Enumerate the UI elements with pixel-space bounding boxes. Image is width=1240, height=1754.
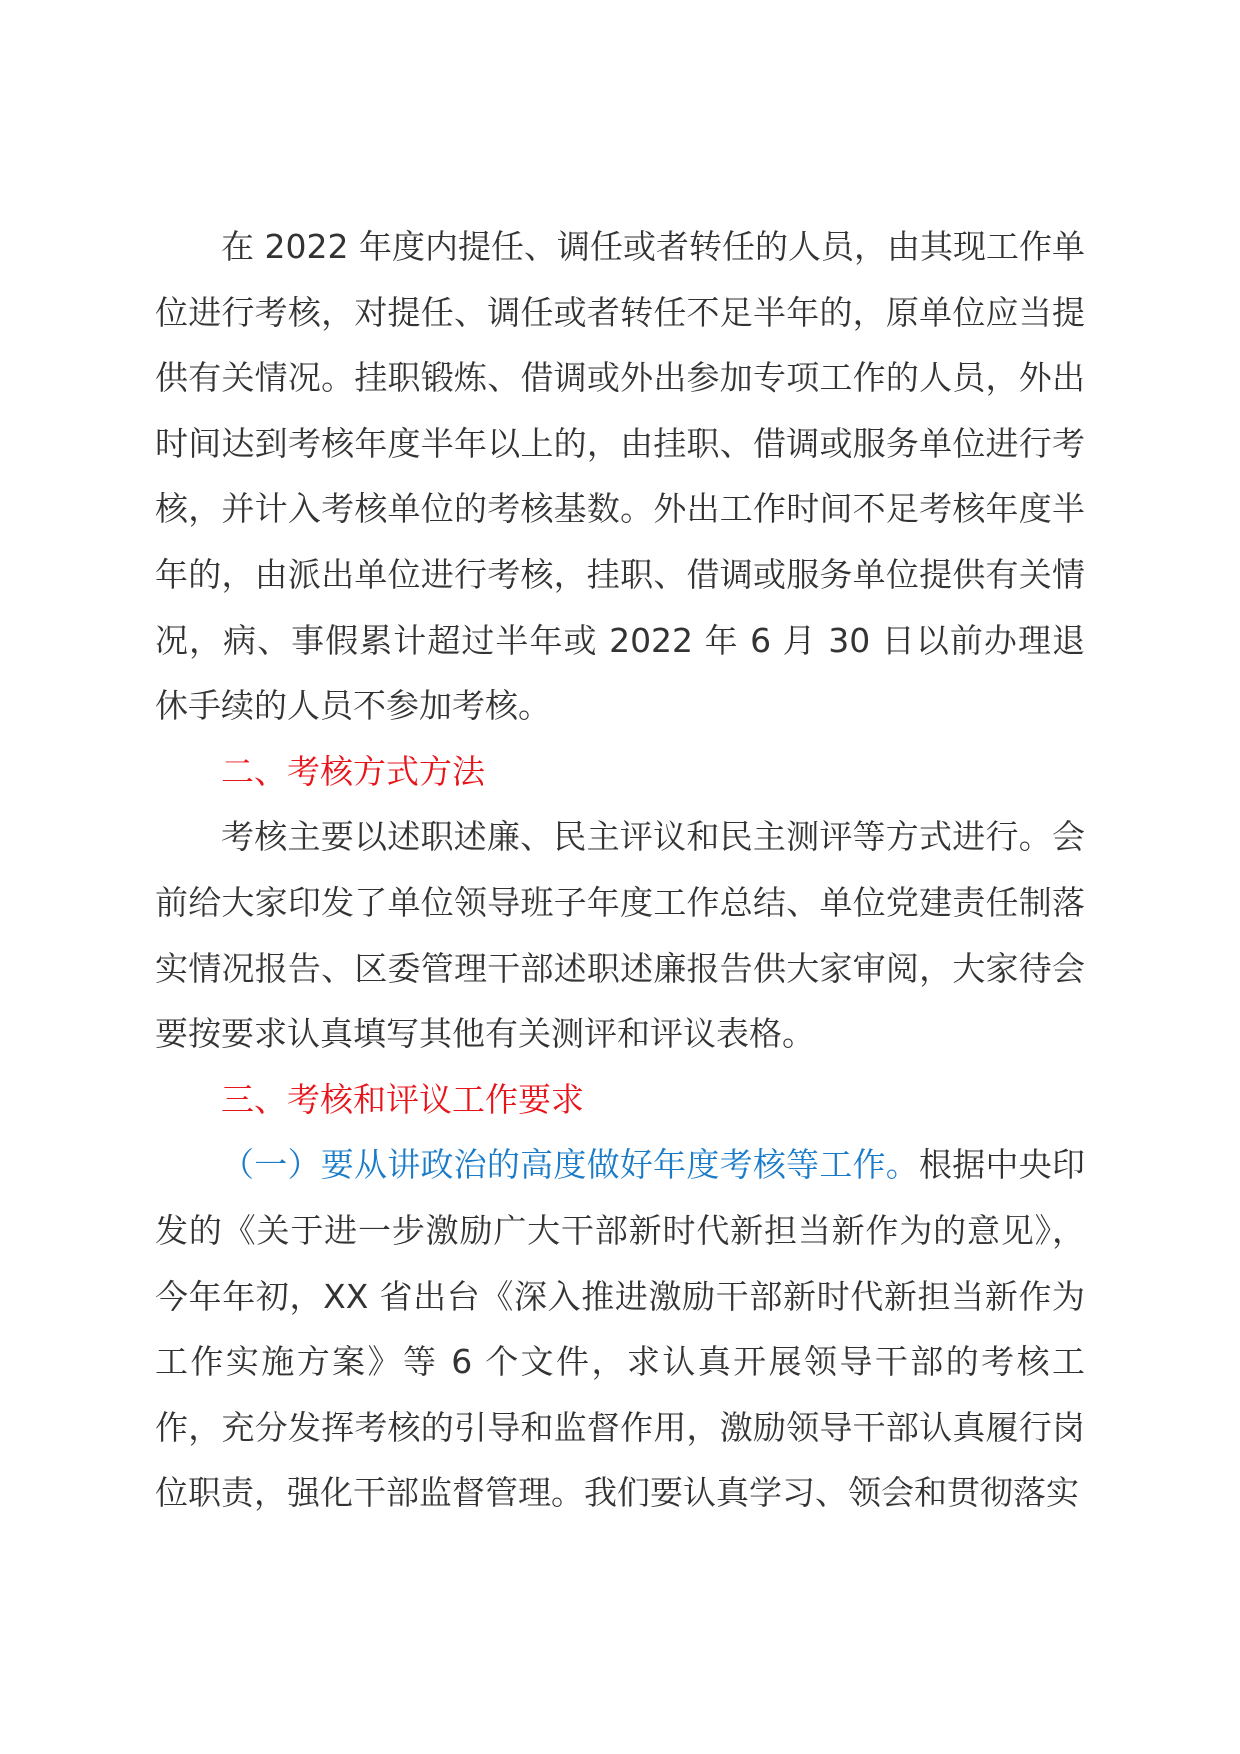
section-heading-assessment-methods: 二、考核方式方法 (221, 751, 485, 791)
body-paragraph-appointment-rules: 在 2022 年度内提任、调任或者转任的人员，由其现工作单位进行考核，对提任、调任或者转任不足半年的，原单位应当提供有关情况。挂职锻炼、借调或外出参加专项工作的人员，外出时间达到考核年度半年以上的，由挂职、借调或服务单位进行考核，并计入考核单位的考核基数。外出工作时间不足考核年度半年的，由派出单位进行考核，挂职、借调或服务单位提供有关情况，病、事假累计超过半年或 2022 年 6 月 30 日以前办理退休手续的人员不参加考核。 (155, 227, 1085, 726)
subsection-heading-political-height: （一）要从讲政治的高度做好年度考核等工作。 (221, 1145, 920, 1185)
document-body (155, 214, 1085, 1526)
body-paragraph-political-height (155, 1132, 1085, 1526)
body-paragraph-assessment-methods: 考核主要以述职述廉、民主评议和民主测评等方式进行。会前给大家印发了单位领导班子年度工作总结、单位党建责任制落实情况报告、区委管理干部述职述廉报告供大家审阅，大家待会要按要求认真填写其他有关测评和评议表格。 (155, 817, 1085, 1054)
subsection-body-text: 根据中央印发的《关于进一步激励广大干部新时代新担当新作为的意见》，今年年初，XX 省出台《深入推进激励干部新时代新担当新作为工作实施方案》等 6 个文件，求认真开展领导干部的考核工作，充分发挥考核的引导和监督作用，激励领导干部认真履行岗位职责，强化干部监督管理。我们要认真学习、领会和贯彻落实 (155, 1145, 1086, 1513)
section-heading-work-requirements: 三、考核和评议工作要求 (221, 1079, 584, 1119)
